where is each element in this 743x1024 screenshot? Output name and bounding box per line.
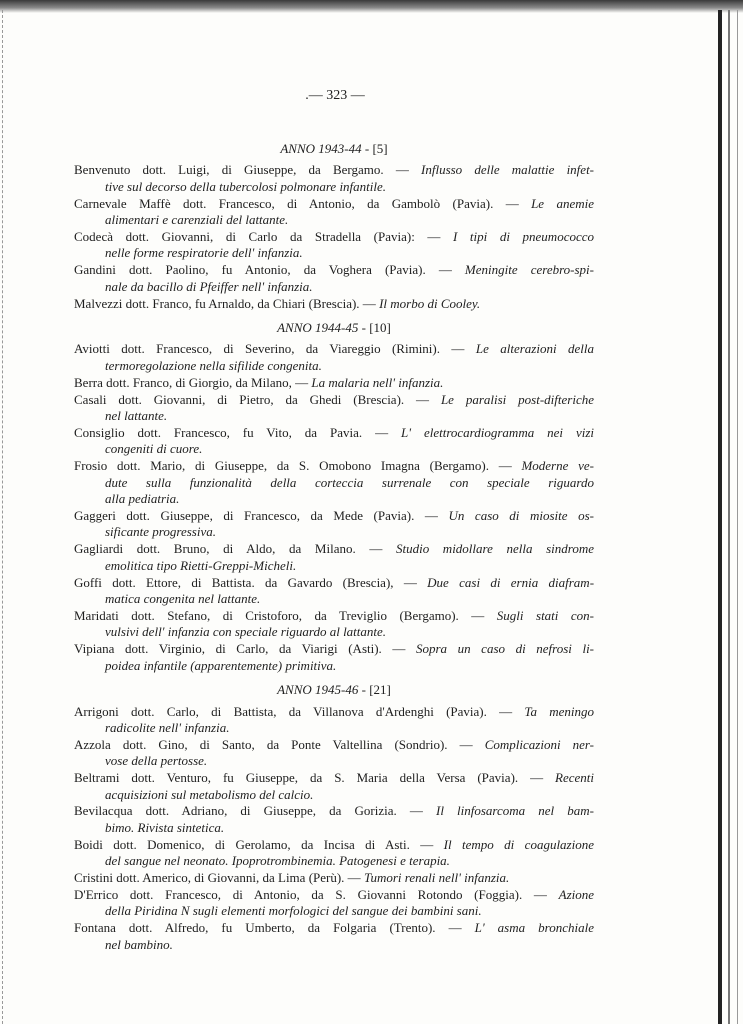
- section-1944-45: [74, 320, 594, 674]
- scan-left-edge: [2, 10, 4, 1024]
- section-year: ANNO 1944-45 -: [277, 320, 366, 336]
- entry-author: Carnevale Maffè dott. Francesco, di Antonio, da Gambolò (Pavia). —: [74, 195, 519, 211]
- entry-author: Boidi dott. Domenico, di Gerolamo, da Incisa di Asti. —: [74, 836, 434, 852]
- entry-title-continuation: del sangue nel neonato. Ipoprotrombinemia. Patogenesi e terapia.: [105, 853, 450, 869]
- entry-first-line: [74, 375, 594, 391]
- entry-first-line: [74, 870, 594, 886]
- section-count: [10]: [369, 320, 391, 336]
- entry-title: Moderne ve-: [521, 458, 594, 474]
- entry-first-line: [74, 641, 594, 657]
- entry-title: Il morbo di Cooley.: [379, 295, 481, 311]
- entry-title: Le paralisi post-difteriche: [440, 391, 594, 407]
- entry-author: D'Errico dott. Francesco, di Antonio, da S. Giovanni Rotondo (Foggia). —: [74, 886, 547, 902]
- entry-author: Fontana dott. Alfredo, fu Umberto, da Folgaria (Trento). —: [74, 920, 462, 936]
- entry-author: Benvenuto dott. Luigi, di Giuseppe, da Bergamo. —: [74, 162, 409, 178]
- entry-title-continuation: alla pediatria.: [105, 491, 180, 507]
- entry-author: Maridati dott. Stefano, di Cristoforo, da Treviglio (Bergamo). —: [74, 607, 485, 623]
- section-heading: [74, 320, 594, 336]
- entry-title: Ta meningo: [524, 703, 594, 719]
- entry-first-line: [74, 575, 594, 591]
- entry-first-line: [74, 837, 594, 853]
- entry-title: Un caso di miosite os-: [448, 508, 594, 524]
- entry-title-continuation: sificante progressiva.: [105, 524, 216, 540]
- entry-author: Bevilacqua dott. Adriano, di Giuseppe, da Gorizia. —: [74, 803, 423, 819]
- scan-binding-edge-2: [728, 10, 730, 1024]
- entry-title-continuation: nale da bacillo di Pfeiffer nell' infanzia.: [105, 278, 313, 294]
- entry-author: Codecà dott. Giovanni, di Carlo da Stradella (Pavia): —: [74, 229, 441, 245]
- entry-title-continuation: termoregolazione nella sifilide congenita.: [105, 357, 322, 373]
- section-year: ANNO 1943-44 -: [280, 141, 370, 156]
- entry-title: Studio midollare nella sindrome: [395, 541, 595, 557]
- page-body: [74, 141, 594, 961]
- entry-title-continuation: alimentari e carenziali del lattante.: [105, 212, 289, 228]
- entry-title: Tumori renali nell' infanzia.: [363, 870, 510, 886]
- entry-title-continuation: tive sul decorso della tubercolosi polmonare infantile.: [105, 178, 387, 194]
- thesis-entry: [74, 425, 594, 458]
- entry-title-continuation: dute sulla funzionalità della corteccia surrenale con speciale riguardo: [105, 474, 594, 490]
- entry-title: Le alterazioni della: [475, 341, 594, 357]
- thesis-entry: [74, 229, 594, 262]
- entry-first-line: [74, 770, 594, 786]
- thesis-entry: [74, 508, 594, 541]
- thesis-entry: [74, 262, 594, 295]
- section-1943-44: [74, 141, 594, 312]
- scan-binding-edge: [718, 10, 722, 1024]
- thesis-entry: [74, 392, 594, 425]
- scan-top-edge: [0, 0, 743, 13]
- entry-author: Consiglio dott. Francesco, fu Vito, da Pavia. —: [74, 425, 389, 440]
- thesis-entry: [74, 575, 594, 608]
- section-count: [5]: [372, 141, 388, 156]
- entry-title-continuation: matica congenita nel lattante.: [105, 591, 261, 607]
- entry-author: Frosio dott. Mario, di Giuseppe, da S. Omobono Imagna (Bergamo). —: [74, 458, 512, 474]
- entry-title: Complicazioni ner-: [484, 736, 595, 752]
- entry-author: Vipiana dott. Virginio, di Carlo, da Viarigi (Asti). —: [74, 641, 406, 657]
- entry-title-continuation: emolitica tipo Rietti-Greppi-Micheli.: [105, 557, 297, 573]
- thesis-entry: [74, 887, 594, 920]
- section-heading: [74, 682, 594, 698]
- entry-first-line: [74, 458, 594, 474]
- thesis-entry: [74, 837, 594, 870]
- thesis-entry: [74, 704, 594, 737]
- section-heading: [74, 141, 594, 157]
- entry-title-continuation: nel bambino.: [105, 936, 173, 952]
- entry-title: Il linfosarcoma nel bam-: [435, 803, 595, 819]
- entry-title-continuation: bimo. Rivista sintetica.: [105, 819, 225, 835]
- entry-title: La malaria nell' infanzia.: [311, 374, 444, 390]
- entry-title-continuation: acquisizioni sul metabolismo del calcio.: [105, 786, 314, 802]
- section-count: [21]: [369, 682, 391, 698]
- entry-first-line: [74, 737, 594, 753]
- entry-author: Cristini dott. Americo, di Giovanni, da Lima (Perù). —: [74, 870, 361, 886]
- entry-first-line: [74, 803, 594, 819]
- entry-first-line: [74, 704, 594, 720]
- entry-title: Le anemie: [531, 195, 594, 211]
- entry-title-continuation: della Piridina N sugli elementi morfologici del sangue dei bambini sani.: [105, 903, 482, 919]
- entry-author: Aviotti dott. Francesco, di Severino, da Viareggio (Rimini). —: [74, 341, 465, 357]
- entry-title: Due casi di ernia diafram-: [427, 574, 595, 590]
- entry-first-line: [74, 920, 594, 936]
- thesis-entry: [74, 870, 594, 886]
- entry-first-line: [74, 508, 594, 524]
- entry-author: Goffi dott. Ettore, di Battista. da Gavardo (Brescia), —: [74, 574, 417, 590]
- thesis-entry: [74, 608, 594, 641]
- thesis-entry: [74, 770, 594, 803]
- entry-title-continuation: congeniti di cuore.: [105, 441, 203, 457]
- entry-title-continuation: nel lattante.: [105, 408, 168, 424]
- entry-title: Sopra un caso di nefrosi li-: [415, 641, 595, 657]
- entry-author: Gagliardi dott. Bruno, di Aldo, da Milano. —: [74, 541, 383, 557]
- thesis-entry: [74, 920, 594, 953]
- entry-title: Meningite cerebro-spi-: [464, 262, 594, 278]
- thesis-entry: [74, 196, 594, 229]
- entry-title: L' elettrocardiogramma nei vizi: [401, 425, 594, 440]
- entry-author: Arrigoni dott. Carlo, di Battista, da Villanova d'Ardenghi (Pavia). —: [74, 703, 513, 719]
- entry-title-continuation: vose della pertosse.: [105, 753, 208, 769]
- entry-first-line: [74, 425, 594, 441]
- thesis-entry: [74, 162, 594, 195]
- entry-title: L' asma bronchiale: [474, 920, 594, 936]
- thesis-entry: [74, 737, 594, 770]
- thesis-entry: [74, 296, 594, 312]
- entry-author: Azzola dott. Gino, di Santo, da Ponte Valtellina (Sondrio). —: [74, 736, 473, 752]
- entry-author: Gandini dott. Paolino, fu Antonio, da Voghera (Pavia). —: [74, 262, 452, 278]
- entry-title: Sugli stati con-: [496, 607, 594, 623]
- entry-first-line: [74, 196, 594, 212]
- entry-first-line: [74, 229, 594, 245]
- entry-author: Beltrami dott. Venturo, fu Giuseppe, da S. Maria della Versa (Pavia). —: [74, 770, 544, 786]
- entry-author: Gaggeri dott. Giuseppe, di Francesco, da Mede (Pavia). —: [74, 508, 438, 524]
- entry-title: Influsso delle malattie infet-: [421, 162, 595, 178]
- entry-title-continuation: nelle forme respiratorie dell' infanzia.: [105, 245, 303, 261]
- entry-title-continuation: vulsivi dell' infanzia con speciale riguardo al lattante.: [105, 624, 387, 640]
- page-number: .— 323 —: [305, 88, 365, 103]
- entry-author: Berra dott. Franco, di Giorgio, da Milano, —: [74, 374, 309, 390]
- thesis-entry: [74, 541, 594, 574]
- entry-title: Il tempo di coagulazione: [443, 836, 594, 852]
- entry-title-continuation: radicolite nell' infanzia.: [105, 719, 230, 735]
- scan-binding-edge-3: [737, 10, 738, 1024]
- entry-first-line: [74, 162, 594, 178]
- entry-first-line: [74, 262, 594, 278]
- entry-first-line: [74, 887, 594, 903]
- entry-first-line: [74, 608, 594, 624]
- thesis-entry: [74, 803, 594, 836]
- entry-author: Malvezzi dott. Franco, fu Arnaldo, da Chiari (Brescia). —: [74, 295, 376, 311]
- thesis-entry: [74, 341, 594, 374]
- section-year: ANNO 1945-46 -: [277, 682, 366, 698]
- entry-first-line: [74, 296, 594, 312]
- entry-first-line: [74, 341, 594, 357]
- entry-title: Azione: [558, 886, 595, 902]
- entry-first-line: [74, 392, 594, 408]
- entry-first-line: [74, 541, 594, 557]
- thesis-entry: [74, 641, 594, 674]
- thesis-entry: [74, 458, 594, 507]
- entry-author: Casali dott. Giovanni, di Pietro, da Ghedi (Brescia). —: [74, 391, 430, 407]
- section-1945-46: [74, 682, 594, 953]
- thesis-entry: [74, 375, 594, 391]
- entry-title: I tipi di pneumococco: [453, 229, 595, 245]
- entry-title-continuation: poidea infantile (apparentemente) primitiva.: [105, 657, 337, 673]
- entry-title: Recenti: [555, 770, 595, 786]
